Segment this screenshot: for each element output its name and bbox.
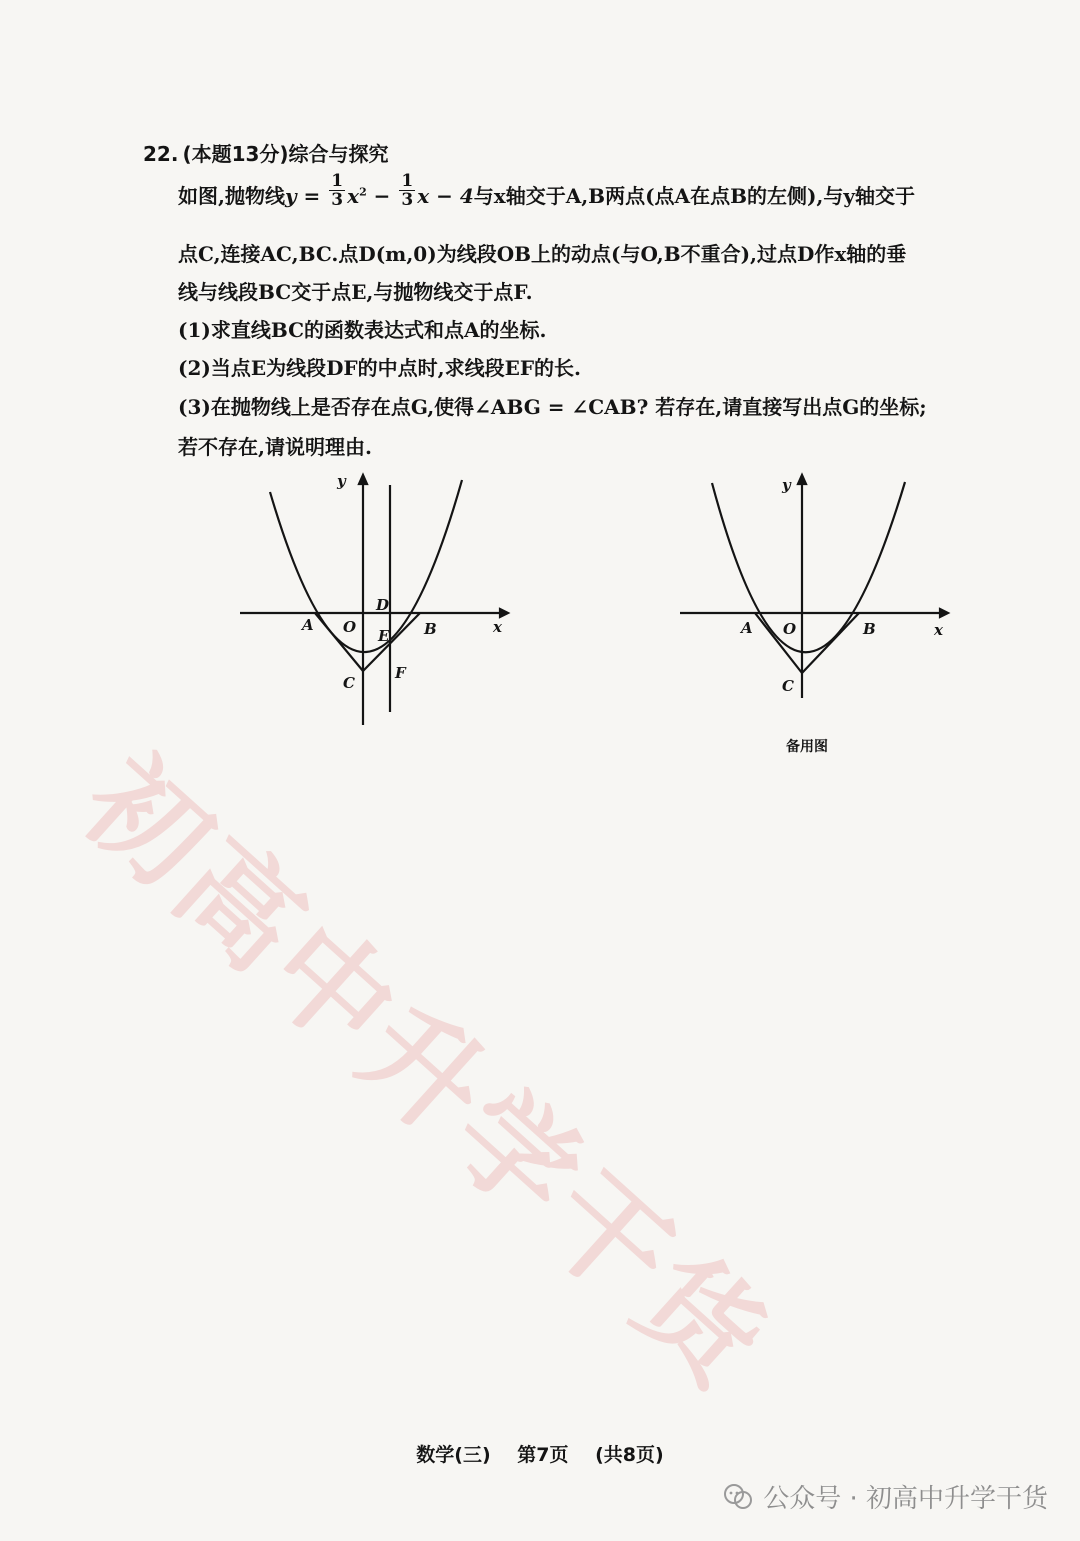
part-3-continued: 若不存在,请说明理由.	[178, 435, 372, 459]
label-x: x	[493, 618, 502, 636]
exponent: 2	[359, 185, 367, 199]
figure-1	[235, 470, 515, 730]
label-o: O	[783, 620, 797, 638]
figure-2	[675, 470, 955, 760]
page-footer	[0, 1440, 1080, 1467]
label-e: E	[378, 627, 390, 645]
y-axis-arrow	[798, 475, 806, 484]
segment-bc	[802, 613, 859, 673]
frac-numerator: 1	[401, 171, 414, 191]
segment-bc	[363, 613, 420, 671]
fraction-one-third-2	[399, 172, 415, 209]
label-c: C	[343, 674, 355, 692]
figure-caption: 备用图	[786, 739, 828, 755]
wechat-text: 公众号 · 初高中升学干货	[763, 1484, 1048, 1514]
label-a: A	[741, 619, 753, 637]
y-axis-arrow	[359, 475, 367, 484]
footer-page: 第7页	[517, 1444, 569, 1466]
frac-numerator: 1	[331, 171, 344, 191]
label-c: C	[782, 677, 794, 695]
label-f: F	[395, 664, 406, 682]
var-x: x	[347, 184, 360, 208]
equation-lhs: y =	[284, 184, 321, 208]
question-header	[143, 138, 389, 167]
label-y: y	[337, 472, 346, 490]
frac-denominator: 3	[331, 190, 344, 210]
question-number: 22.	[143, 142, 179, 166]
minus-sign: −	[366, 184, 398, 208]
question-title: (本题13分)综合与探究	[182, 142, 389, 166]
part-1: (1)求直线BC的函数表达式和点A的坐标.	[178, 318, 547, 342]
label-b: B	[424, 620, 437, 638]
problem-line-1	[178, 171, 916, 210]
problem-line-3: 线与线段BC交于点E,与抛物线交于点F.	[178, 280, 533, 304]
footer-subject: 数学(三)	[416, 1444, 491, 1466]
frac-denominator: 3	[401, 190, 414, 210]
label-d: D	[376, 596, 390, 614]
intro-text: 如图,抛物线	[178, 184, 285, 208]
wechat-icon	[721, 1480, 755, 1514]
wechat-attribution	[721, 1478, 1048, 1515]
part-2: (2)当点E为线段DF的中点时,求线段EF的长.	[178, 356, 581, 380]
watermark: 初高中升学干货	[57, 731, 795, 1415]
fraction-one-third	[329, 172, 345, 209]
intro-text-2: 与x轴交于A,B两点(点A在点B的左侧),与y轴交于	[473, 184, 916, 208]
part-3: (3)在抛物线上是否存在点G,使得∠ABG = ∠CAB? 若存在,请直接写出点G的坐标;	[178, 395, 927, 419]
equation-tail: x − 4	[417, 184, 474, 208]
label-o: O	[343, 618, 357, 636]
problem-line-2: 点C,连接AC,BC.点D(m,0)为线段OB上的动点(与O,B不重合),过点D作x轴的垂	[178, 242, 907, 266]
x-axis-arrow	[500, 609, 508, 617]
footer-total: (共8页)	[595, 1444, 664, 1466]
label-y: y	[782, 476, 791, 494]
label-b: B	[863, 620, 876, 638]
label-a: A	[302, 616, 314, 634]
x-axis-arrow	[940, 609, 948, 617]
label-x: x	[934, 621, 943, 639]
